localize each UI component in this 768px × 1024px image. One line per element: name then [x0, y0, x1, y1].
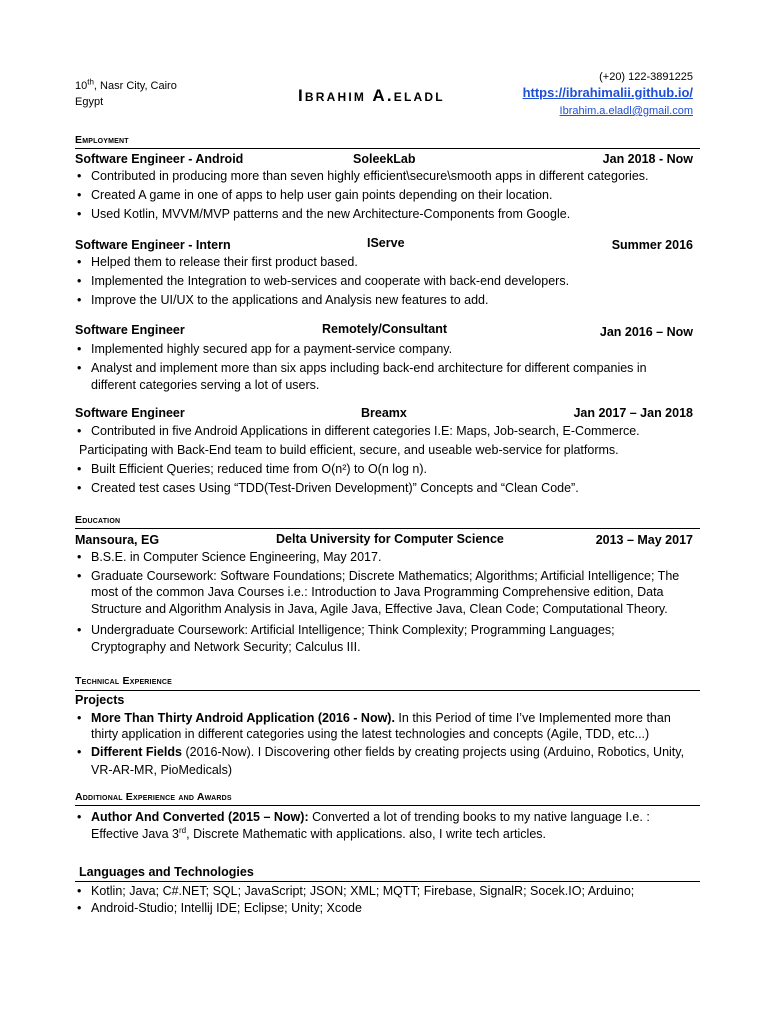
education-bullet: • B.S.E. in Computer Science Engineering, May 2017.	[77, 550, 382, 564]
job-bullet: • Analyst and implement more than six apps including back-end architecture for different companies in	[77, 361, 647, 375]
job-line: Participating with Back-End team to build efficient, secure, and useable web-service for platforms.	[79, 443, 619, 457]
section-heading-additional: Additional Experience and Awards	[75, 791, 232, 803]
section-divider	[75, 528, 700, 529]
section-heading-education: Education	[75, 514, 121, 526]
job-dates: Jan 2017 – Jan 2018	[573, 406, 693, 420]
job-bullet: • Helped them to release their first product based.	[77, 255, 358, 269]
section-divider	[75, 690, 700, 691]
additional-bullet: • Author And Converted (2015 – Now): Converted a lot of trending books to my native language I.e. :	[77, 810, 650, 824]
languages-bullet: • Android-Studio; Intellij IDE; Eclipse; Unity; Xcode	[77, 901, 362, 915]
section-divider	[75, 148, 700, 149]
job-bullet: • Created test cases Using “TDD(Test-Driven Development)” Concepts and “Clean Code”.	[77, 481, 579, 495]
address-line-1: 10th, Nasr City, Cairo	[75, 77, 177, 92]
job-title: Software Engineer	[75, 406, 185, 420]
section-heading-employment: Employment	[75, 134, 129, 146]
job-dates: Jan 2018 - Now	[602, 152, 693, 166]
email-link[interactable]: Ibrahim.a.eladl@gmail.com	[559, 105, 693, 117]
education-location: Mansoura, EG	[75, 533, 160, 547]
job-company: Remotely/Consultant	[322, 322, 448, 336]
job-title: Software Engineer	[75, 323, 185, 337]
project-bullet-continuation: thirty application in different categories using the latest technologies and concepts (Agile, TDD, etc...)	[91, 727, 650, 741]
section-heading-technical: Technical Experience	[75, 675, 172, 687]
job-dates: Summer 2016	[611, 238, 693, 252]
education-dates: 2013 – May 2017	[595, 533, 693, 547]
projects-subheading: Projects	[75, 693, 125, 707]
section-divider	[75, 805, 700, 806]
phone-number: (+20) 122-3891225	[599, 71, 693, 83]
job-bullet: • Contributed in five Android Applications in different categories I.E: Maps, Job-search, E-Commerce.	[77, 424, 640, 438]
education-bullet-continuation: Cryptography and Network Security; Calculus III.	[91, 640, 361, 654]
candidate-name: Ibrahim A.eladl	[298, 86, 445, 105]
job-bullet: • Contributed in producing more than seven highly efficient\secure\smooth apps in different categories.	[77, 169, 649, 183]
job-company: SoleekLab	[353, 152, 416, 166]
website-link[interactable]: https://ibrahimalii.github.io/	[522, 85, 693, 100]
job-title: Software Engineer - Intern	[75, 238, 231, 252]
job-bullet: • Implemented the Integration to web-services and cooperate with back-end developers.	[77, 274, 570, 288]
job-bullet: • Used Kotlin, MVVM/MVP patterns and the new Architecture-Components from Google.	[77, 207, 571, 221]
section-divider	[75, 881, 700, 882]
job-bullet: • Improve the UI/UX to the applications and Analysis new features to add.	[77, 293, 489, 307]
job-company: Breamx	[361, 406, 407, 420]
project-bullet: • Different Fields (2016-Now). I Discovering other fields by creating projects using (Arduino, Robotics, Unity,	[77, 745, 685, 759]
project-bullet: • More Than Thirty Android Application (2016 - Now). In this Period of time I’ve Implemented more than	[77, 711, 671, 725]
section-heading-languages: Languages and Technologies	[79, 865, 254, 879]
job-company: IServe	[367, 236, 405, 250]
education-bullet-continuation: most of the common Java Courses i.e.: Introduction to Java Programming Comprehensive edition, Data	[91, 585, 664, 599]
address-line-2: Egypt	[75, 96, 104, 108]
job-bullet-continuation: different categories serving a lot of users.	[91, 378, 320, 392]
education-bullet: • Undergraduate Coursework: Artificial Intelligence; Think Complexity; Programming Languages;	[77, 623, 615, 637]
job-bullet: • Implemented highly secured app for a payment-service company.	[77, 342, 453, 356]
project-bullet-continuation: VR-AR-MR, PioMedicals)	[91, 763, 232, 777]
job-bullet: • Built Efficient Queries; reduced time from O(n²) to O(n log n).	[77, 462, 428, 476]
additional-bullet-continuation: Effective Java 3rd, Discrete Mathematic with applications. also, I write tech articles.	[91, 825, 546, 841]
education-bullet: • Graduate Coursework: Software Foundations; Discrete Mathematics; Algorithms; Artificial Intelligence; The	[77, 569, 680, 583]
job-dates: Jan 2016 – Now	[599, 325, 693, 339]
education-bullet-continuation: Structure and Algorithm Analysis in Java, Agile Java, Effective Java, Clean Code; Computational Theory.	[91, 602, 668, 616]
job-bullet: • Created A game in one of apps to help user gain points depending on their location.	[77, 188, 553, 202]
education-school: Delta University for Computer Science	[276, 532, 504, 546]
job-title: Software Engineer - Android	[75, 152, 244, 166]
languages-bullet: • Kotlin; Java; C#.NET; SQL; JavaScript; JSON; XML; MQTT; Firebase, SignalR; Socek.IO; Arduino;	[77, 884, 635, 898]
